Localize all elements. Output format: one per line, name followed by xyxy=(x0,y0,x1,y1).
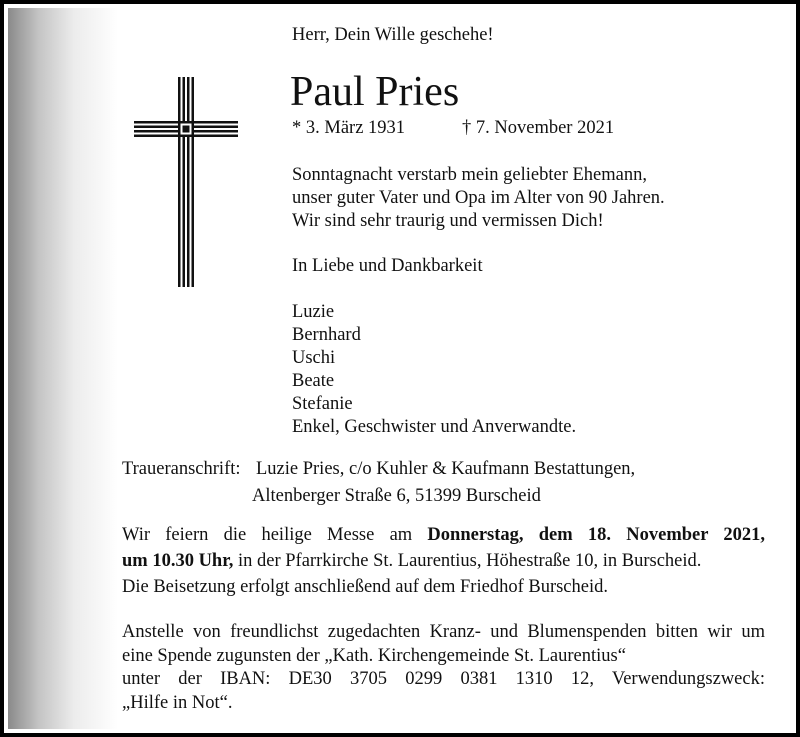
mass-place: in der Pfarrkirche St. Laurentius, Höhestraße 10, in Burscheid. xyxy=(238,551,702,571)
family-list xyxy=(292,301,576,439)
mass-date: Donnerstag, dem 18. November 2021, xyxy=(427,525,765,545)
motto: Herr, Dein Wille geschehe! xyxy=(292,25,494,45)
announcement-line: Sonntagnacht verstarb mein geliebter Ehemann, xyxy=(292,165,647,185)
announcement-text xyxy=(292,164,665,233)
cross-icon xyxy=(134,77,238,287)
mass-intro: Wir feiern die heilige Messe am xyxy=(122,525,413,545)
family-member: Enkel, Geschwister und Anverwandte. xyxy=(292,417,577,437)
family-member: Bernhard xyxy=(292,325,361,345)
family-member: Luzie xyxy=(292,302,335,322)
burial-line: Die Beisetzung erfolgt anschließend auf dem Friedhof Burscheid. xyxy=(122,577,608,597)
address-label: Traueranschrift: xyxy=(122,459,241,479)
death-date: † 7. November 2021 xyxy=(462,118,615,138)
iban-line: unter der IBAN: DE30 3705 0299 0381 1310 12, Verwendungszweck: xyxy=(122,669,765,689)
mass-paragraph xyxy=(122,522,765,600)
address-line-1: Luzie Pries, c/o Kuhler & Kaufmann Bestattungen, xyxy=(256,459,636,479)
address-line-2: Altenberger Straße 6, 51399 Burscheid xyxy=(252,486,541,506)
thanks-line: In Liebe und Dankbarkeit xyxy=(292,256,483,276)
mass-line xyxy=(122,548,765,574)
deceased-name: Paul Pries xyxy=(290,69,460,115)
family-member: Stefanie xyxy=(292,394,353,414)
mass-time: um 10.30 Uhr, xyxy=(122,551,234,571)
family-member: Beate xyxy=(292,371,335,391)
donation-paragraph xyxy=(122,621,765,715)
family-member: Uschi xyxy=(292,348,336,368)
purpose-line: „Hilfe in Not“. xyxy=(122,692,233,713)
announcement-line: Wir sind sehr traurig und vermissen Dich! xyxy=(292,211,604,231)
birth-date: * 3. März 1931 xyxy=(292,118,406,138)
mass-line xyxy=(122,522,765,548)
donation-line: eine Spende zugunsten der „Kath. Kirchengemeinde St. Laurentius“ xyxy=(122,645,626,666)
announcement-line: unser guter Vater und Opa im Alter von 90 Jahren. xyxy=(292,188,665,208)
left-shading xyxy=(8,8,118,729)
donation-line: Anstelle von freundlichst zugedachten Kranz- und Blumenspenden bitten wir um xyxy=(122,622,765,642)
